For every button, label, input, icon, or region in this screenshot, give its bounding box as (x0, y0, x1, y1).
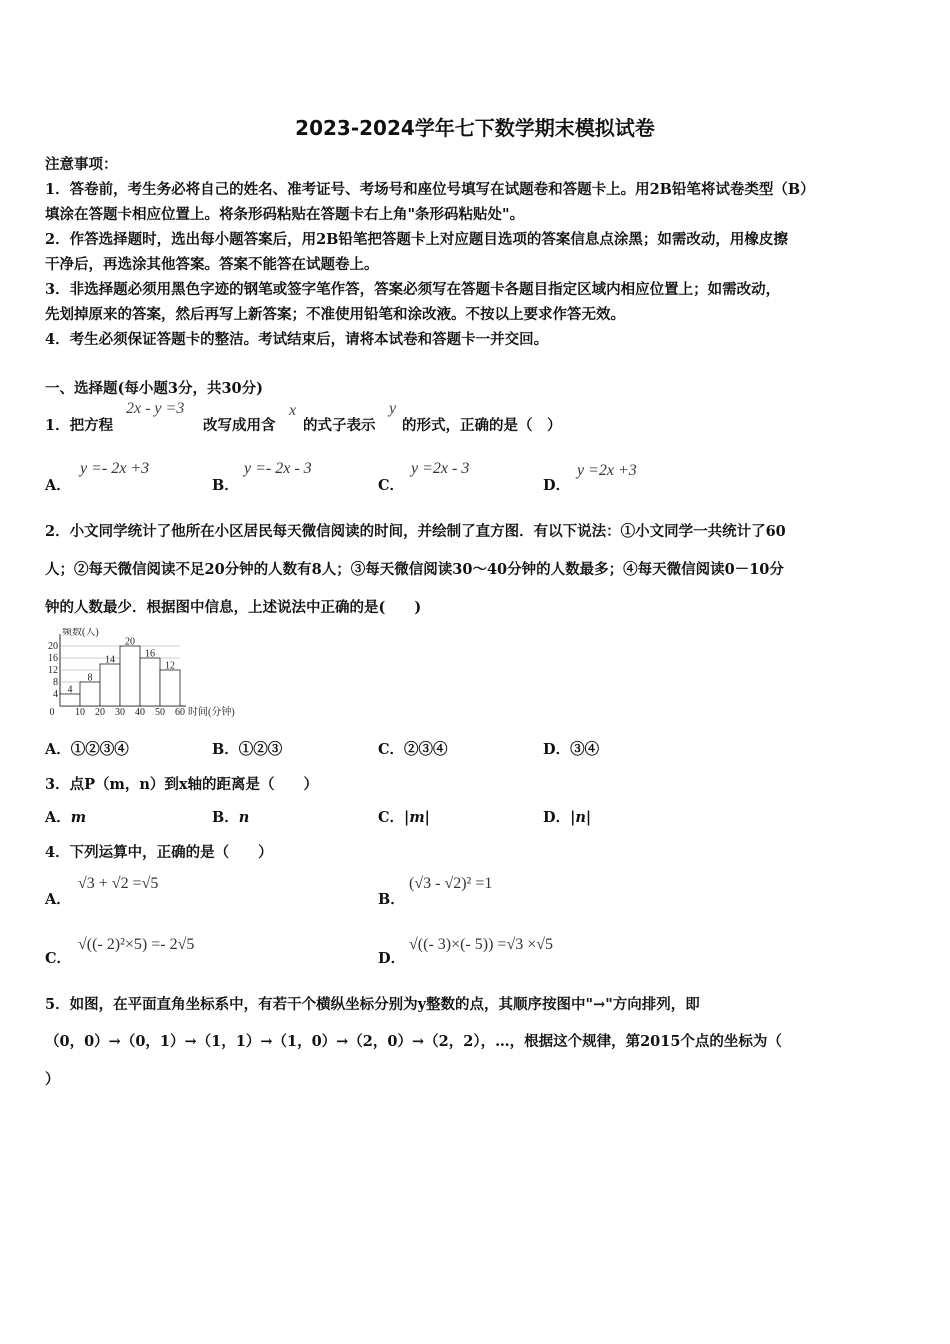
q2-option-d-label: D． (543, 741, 571, 758)
notice-line: 填涂在答题卡相应位置上。将条形码粘贴在答题卡右上角"条形码粘贴处"。 (45, 206, 525, 223)
q3-option-c-label: C． (378, 809, 405, 826)
histogram-bar (80, 682, 100, 706)
q2-option-b-text: ①②③ (238, 741, 283, 758)
x-tick-label: 0 (49, 707, 55, 718)
notice-line: 2．作答选择题时，选出每小题答案后，用2B铅笔把答题卡上对应题目选项的答案信息点涂黑；如需改动，用橡皮擦 (45, 231, 788, 248)
q1-option-d-label[interactable]: D． (543, 477, 571, 494)
x-tick-label: 10 (75, 707, 85, 718)
q3-option-c[interactable] (378, 806, 430, 827)
q1-option-b[interactable]: y =- 2x - 3 (244, 460, 312, 477)
q4-option-c[interactable]: √((- 2)²×5) =- 2√5 (78, 936, 195, 953)
histogram-bar (120, 646, 140, 706)
x-axis-label: 时间(分钟) (188, 707, 235, 718)
q4-option-b-label[interactable]: B． (378, 891, 405, 908)
y-tick-label: 20 (48, 641, 58, 652)
q3-option-c-text: |m| (404, 809, 430, 826)
q2-option-b[interactable] (212, 738, 282, 759)
bar-value-label: 8 (87, 672, 93, 684)
q2-line: 2．小文同学统计了他所在小区居民每天微信阅读的时间，并绘制了直方图．有以下说法：①小文同学一共统计了60 (45, 523, 786, 540)
q2-line: 钟的人数最少．根据图中信息，上述说法中正确的是( ) (45, 599, 422, 616)
q3-option-d-text: |n| (570, 809, 592, 826)
q3-stem: 3．点P（m，n）到x轴的距离是（ ） (45, 776, 319, 793)
x-tick-label: 40 (135, 707, 145, 718)
q4-option-b[interactable]: (√3 - √2)² =1 (409, 875, 493, 892)
q1-text-part: 的形式，正确的是（ ） (402, 417, 562, 434)
q2-option-c-text: ②③④ (404, 741, 448, 758)
q1-equation: 2x - y =3 (126, 400, 185, 417)
q2-option-b-label: B． (212, 741, 239, 758)
q2-option-c-label: C． (378, 741, 405, 758)
bar-value-label: 4 (67, 684, 73, 696)
q1-text-part: 的式子表示 (303, 417, 376, 434)
q3-option-b[interactable] (212, 806, 249, 827)
histogram-bar (100, 664, 120, 706)
histogram-bar (160, 670, 180, 706)
q3-option-a-text: m (70, 809, 87, 826)
q4-option-d[interactable]: √((- 3)×(- 5)) =√3 ×√5 (409, 936, 554, 953)
q2-option-d-text: ③④ (570, 741, 600, 758)
q3-option-b-text: n (238, 809, 250, 826)
q1-var-x: x (289, 402, 297, 419)
page-title: 2023-2024学年七下数学期末模拟试卷 (295, 116, 655, 140)
q4-option-a-label[interactable]: A． (45, 891, 71, 908)
x-tick-label: 30 (115, 707, 125, 718)
x-tick-label: 20 (95, 707, 105, 718)
section-heading: 一、选择题(每小题3分，共30分) (45, 380, 263, 397)
q3-option-b-label: B． (212, 809, 239, 826)
q2-option-a-text: ①②③④ (70, 741, 129, 758)
notice-line: 先划掉原来的答案，然后再写上新答案；不准使用铅笔和涂改液。不按以上要求作答无效。 (45, 306, 625, 323)
q4-option-c-label[interactable]: C． (45, 950, 72, 967)
q2-option-c[interactable] (378, 738, 448, 759)
q1-text-part: 改写成用含 (203, 417, 276, 434)
q1-var-y: y (389, 400, 397, 417)
bar-value-label: 20 (125, 636, 135, 648)
q3-option-a-label: A． (45, 809, 71, 826)
notice-line: 4．考生必须保证答题卡的整洁。考试结束后，请将本试卷和答题卡一并交回。 (45, 331, 549, 348)
q3-option-d[interactable] (543, 806, 591, 827)
q4-stem: 4．下列运算中，正确的是（ ） (45, 844, 273, 861)
notice-heading: 注意事项： (45, 156, 118, 173)
q2-option-a-label: A． (45, 741, 71, 758)
notice-line: 1．答卷前，考生务必将自己的姓名、准考证号、考场号和座位号填写在试题卷和答题卡上。用2B铅笔将试卷类型（B） (45, 181, 815, 198)
notice-line: 3．非选择题必须用黑色字迹的钢笔或签字笔作答，答案必须写在答题卡各题目指定区域内相应位置上；如需改动， (45, 281, 781, 298)
y-tick-label: 8 (53, 677, 58, 688)
q1-text-part: 1．把方程 (45, 417, 114, 434)
q2-option-d[interactable] (543, 738, 599, 759)
q2-option-a[interactable] (45, 738, 129, 759)
histogram-chart (44, 628, 254, 720)
y-tick-label: 12 (48, 665, 58, 676)
x-tick-label: 60 (175, 707, 185, 718)
x-tick-label: 50 (155, 707, 165, 718)
histogram-bar (60, 694, 80, 706)
bar-value-label: 12 (165, 660, 175, 672)
bar-value-label: 14 (105, 654, 115, 666)
y-axis-label: 频数(人) (62, 628, 99, 638)
q3-option-a[interactable] (45, 806, 86, 827)
q1-option-a[interactable]: y =- 2x +3 (80, 460, 150, 477)
q1-option-b-label[interactable]: B． (212, 477, 239, 494)
notice-line: 干净后，再选涂其他答案。答案不能答在试题卷上。 (45, 256, 379, 273)
q1-option-d[interactable]: y =2x +3 (577, 462, 637, 479)
y-tick-label: 16 (48, 653, 58, 664)
q5-line: 5．如图，在平面直角坐标系中，有若干个横纵坐标分别为y整数的点，其顺序按图中"→"方向排列，即 (45, 996, 700, 1013)
q4-option-a[interactable]: √3 + √2 =√5 (78, 875, 159, 892)
q3-option-d-label: D． (543, 809, 571, 826)
q5-line: ） (45, 1071, 60, 1088)
q1-option-c[interactable]: y =2x - 3 (411, 460, 470, 477)
q4-option-d-label[interactable]: D． (378, 950, 406, 967)
q1-option-c-label[interactable]: C． (378, 477, 405, 494)
q2-line: 人；②每天微信阅读不足20分钟的人数有8人；③每天微信阅读30～40分钟的人数最多；④每天微信阅读0－10分 (45, 561, 784, 578)
y-tick-label: 4 (53, 689, 58, 700)
histogram-bar (140, 658, 160, 706)
bar-value-label: 16 (145, 648, 155, 660)
q1-option-a-label[interactable]: A． (45, 477, 71, 494)
q5-line: （0，0）→（0，1）→（1，1）→（1，0）→（2，0）→（2，2），…，根据这个规律，第2015个点的坐标为（ (45, 1033, 782, 1050)
